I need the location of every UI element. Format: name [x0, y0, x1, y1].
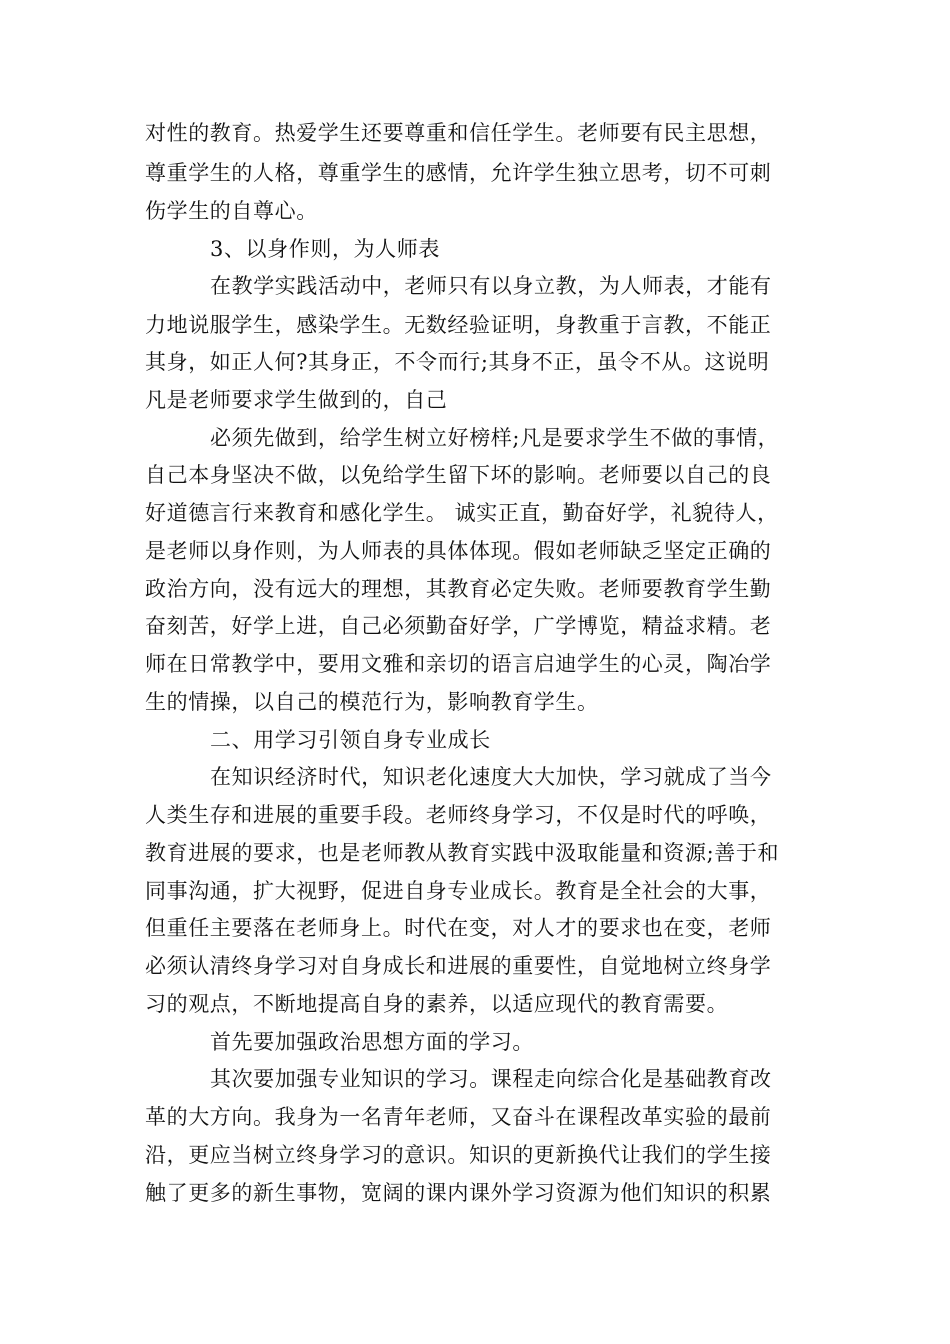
text-line: 教育进展的要求，也是老师教从教育实践中汲取能量和资源;善于和 — [145, 841, 780, 865]
text-line: 在知识经济时代，知识老化速度大大加快，学习就成了当今 — [210, 765, 772, 789]
text-line: 政治方向，没有远大的理想，其教育必定失败。老师要教育学生勤 — [145, 577, 772, 601]
text-line: 凡是老师要求学生做到的，自己 — [145, 388, 448, 412]
text-line: 好道德言行来教育和感化学生。 诚实正直，勤奋好学，礼貌待人， — [145, 501, 779, 525]
text-line: 但重任主要落在老师身上。时代在变，对人才的要求也在变，老师 — [145, 916, 772, 940]
text-line: 其次要加强专业知识的学习。课程走向综合化是基础教育改 — [210, 1067, 772, 1091]
text-line: 伤学生的自尊心。 — [145, 199, 318, 223]
text-line: 生的情操，以自己的模范行为，影响教育学生。 — [145, 690, 599, 714]
text-line: 尊重学生的人格，尊重学生的感情，允许学生独立思考，切不可刺 — [145, 161, 772, 185]
text-line: 奋刻苦，好学上进，自己必须勤奋好学，广学博览，精益求精。老 — [145, 614, 772, 638]
text-line: 必须先做到，给学生树立好榜样;凡是要求学生不做的事情， — [210, 426, 780, 450]
text-line: 同事沟通，扩大视野，促进自身专业成长。教育是全社会的大事， — [145, 879, 772, 903]
text-line: 对性的教育。热爱学生还要尊重和信任学生。老师要有民主思想， — [145, 121, 772, 145]
text-line: 师在日常教学中，要用文雅和亲切的语言启迪学生的心灵，陶冶学 — [145, 652, 772, 676]
text-line: 力地说服学生，感染学生。无数经验证明，身教重于言教，不能正 — [145, 313, 772, 337]
section-heading: 二、用学习引领自身专业成长 — [210, 728, 491, 752]
text-line: 触了更多的新生事物，宽阔的课内课外学习资源为他们知识的积累 — [145, 1181, 772, 1205]
text-line: 自己本身坚决不做，以免给学生留下坏的影响。老师要以自己的良 — [145, 463, 772, 487]
text-line: 首先要加强政治思想方面的学习。 — [210, 1030, 534, 1054]
text-line: 其身，如正人何?其身正，不令而行;其身不正，虽令不从。这说明 — [145, 350, 770, 374]
text-line: 习的观点，不断地提高自身的素养，以适应现代的教育需要。 — [145, 992, 729, 1016]
text-line: 革的大方向。我身为一名青年老师，又奋斗在课程改革实验的最前 — [145, 1105, 772, 1129]
text-line: 必须认清终身学习对自身成长和进展的重要性，自觉地树立终身学 — [145, 954, 772, 978]
text-line: 在教学实践活动中，老师只有以身立教，为人师表，才能有 — [210, 274, 772, 298]
text-line: 是老师以身作则，为人师表的具体体现。假如老师缺乏坚定正确的 — [145, 539, 772, 563]
text-line: 沿，更应当树立终身学习的意识。知识的更新换代让我们的学生接 — [145, 1143, 772, 1167]
text-line: 人类生存和进展的重要手段。老师终身学习，不仅是时代的呼唤， — [145, 803, 772, 827]
section-heading: 3、以身作则，为人师表 — [210, 237, 440, 261]
